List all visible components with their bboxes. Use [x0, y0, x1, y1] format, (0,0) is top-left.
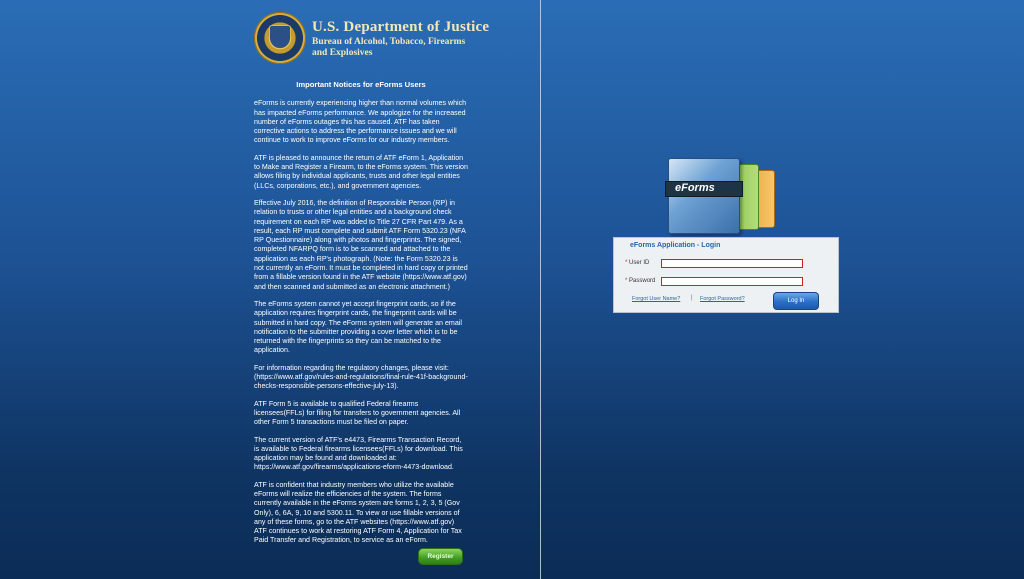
notice-paragraph: The current version of ATF's e4473, Firearms Transaction Record, is available to Federal firearms licensees(FFLs) for download. This application may be found and downloaded at: https://www.atf.gov/firearms/applications-eform-4473-download.: [254, 435, 463, 472]
agency-subtitle: Bureau of Alcohol, Tobacco, Firearms and Explosives: [312, 37, 466, 58]
doj-seal-logo: [254, 12, 306, 64]
login-button[interactable]: Log In: [773, 292, 819, 310]
password-label-text: Password: [629, 278, 656, 284]
notice-paragraph: Effective July 2016, the definition of Responsible Person (RP) in relation to trusts or other legal entities and a background check requirement on each RP was added to Title 27 CFR Part 479. As a result, each RP must complete and submit ATF Form 5320.23 (NFA RP Questionnaire) along with photos and fingerprints. The signed, completed NFARPQ form is to be scanned and attached to the application as each RP's photograph. (Note: the Form 5320.23 is not currently an eForm. It must be completed in hard copy or printed from a fillable version found in the ATF website (https://www.atf.gov) and then scanned and submitted as an electronic attachment.): [254, 198, 468, 291]
logo-text: eForms: [675, 182, 715, 194]
shield-icon: [269, 25, 291, 49]
user-id-label-text: User ID: [629, 260, 650, 266]
notices-heading: Important Notices for eForms Users: [296, 80, 426, 89]
blue-binder-icon: [668, 158, 740, 234]
register-button[interactable]: Register: [418, 548, 463, 565]
notice-paragraph: ATF Form 5 is available to qualified Federal firearms licensees(FFLs) for filing for transfers to government agencies. All other Form 5 transactions must be filed on paper.: [254, 399, 461, 427]
required-marker: *: [625, 278, 628, 284]
agency-header: [254, 12, 534, 68]
notice-paragraph: ATF is confident that industry members who utilize the available eForms will realize the efficiencies of the system. The forms currently available in the eForms system are forms 1, 2, 3, 5 (Gov Only), 6, 6A, 9, 10 and 5300.11. To view or use fillable versions of any of these forms, go to the ATF websites (https://www.atf.gov) ATF continues to work at restoring ATF Form 4, Application for Tax Paid Transfer and Registration, to service as an eForm.: [254, 480, 462, 545]
password-input[interactable]: [661, 277, 803, 286]
password-label: [625, 278, 655, 284]
forgot-password-link[interactable]: Forgot Password?: [700, 296, 745, 302]
notice-paragraph: eForms is currently experiencing higher than normal volumes which has impacted eForms performance. We apologize for the increased number of eForms outages this has caused. ATF has taken corrective actions to address the performance issues and we will continue to work to improve eForms for our industry members.: [254, 99, 467, 145]
agency-title: U.S. Department of Justice: [312, 19, 490, 35]
user-id-label: [625, 260, 649, 266]
login-panel: [613, 237, 839, 313]
notice-paragraph: ATF is pleased to announce the return of ATF eForm 1, Application to Make and Register a Firearm, to the eForms system. This version allows filing by individual applicants, trusts and other legal entities (LLCs, corporations, etc.), and government agencies.: [254, 153, 468, 190]
required-marker: *: [625, 260, 628, 266]
notices-panel: [254, 80, 468, 554]
forgot-user-name-link[interactable]: Forgot User Name?: [632, 296, 681, 302]
link-separator: |: [691, 295, 693, 301]
eforms-logo: [668, 158, 778, 233]
notice-paragraph: The eForms system cannot yet accept fingerprint cards, so if the application requires fingerprint cards, the fingerprint cards will be submitted in hard copy. The eForms system will generate an email notification to the submitter providing a cover letter which is to be returned with the fingerprints so they can be matched to the application.: [254, 299, 462, 355]
vertical-divider: [540, 0, 541, 579]
user-id-input[interactable]: [661, 259, 803, 268]
login-title: eForms Application - Login: [630, 242, 721, 249]
notice-paragraph: For information regarding the regulatory changes, please visit: (https://www.atf.gov/rules-and-regulations/final-rule-41f-background-checks-responsible-persons-effective-july-13).: [254, 363, 468, 391]
